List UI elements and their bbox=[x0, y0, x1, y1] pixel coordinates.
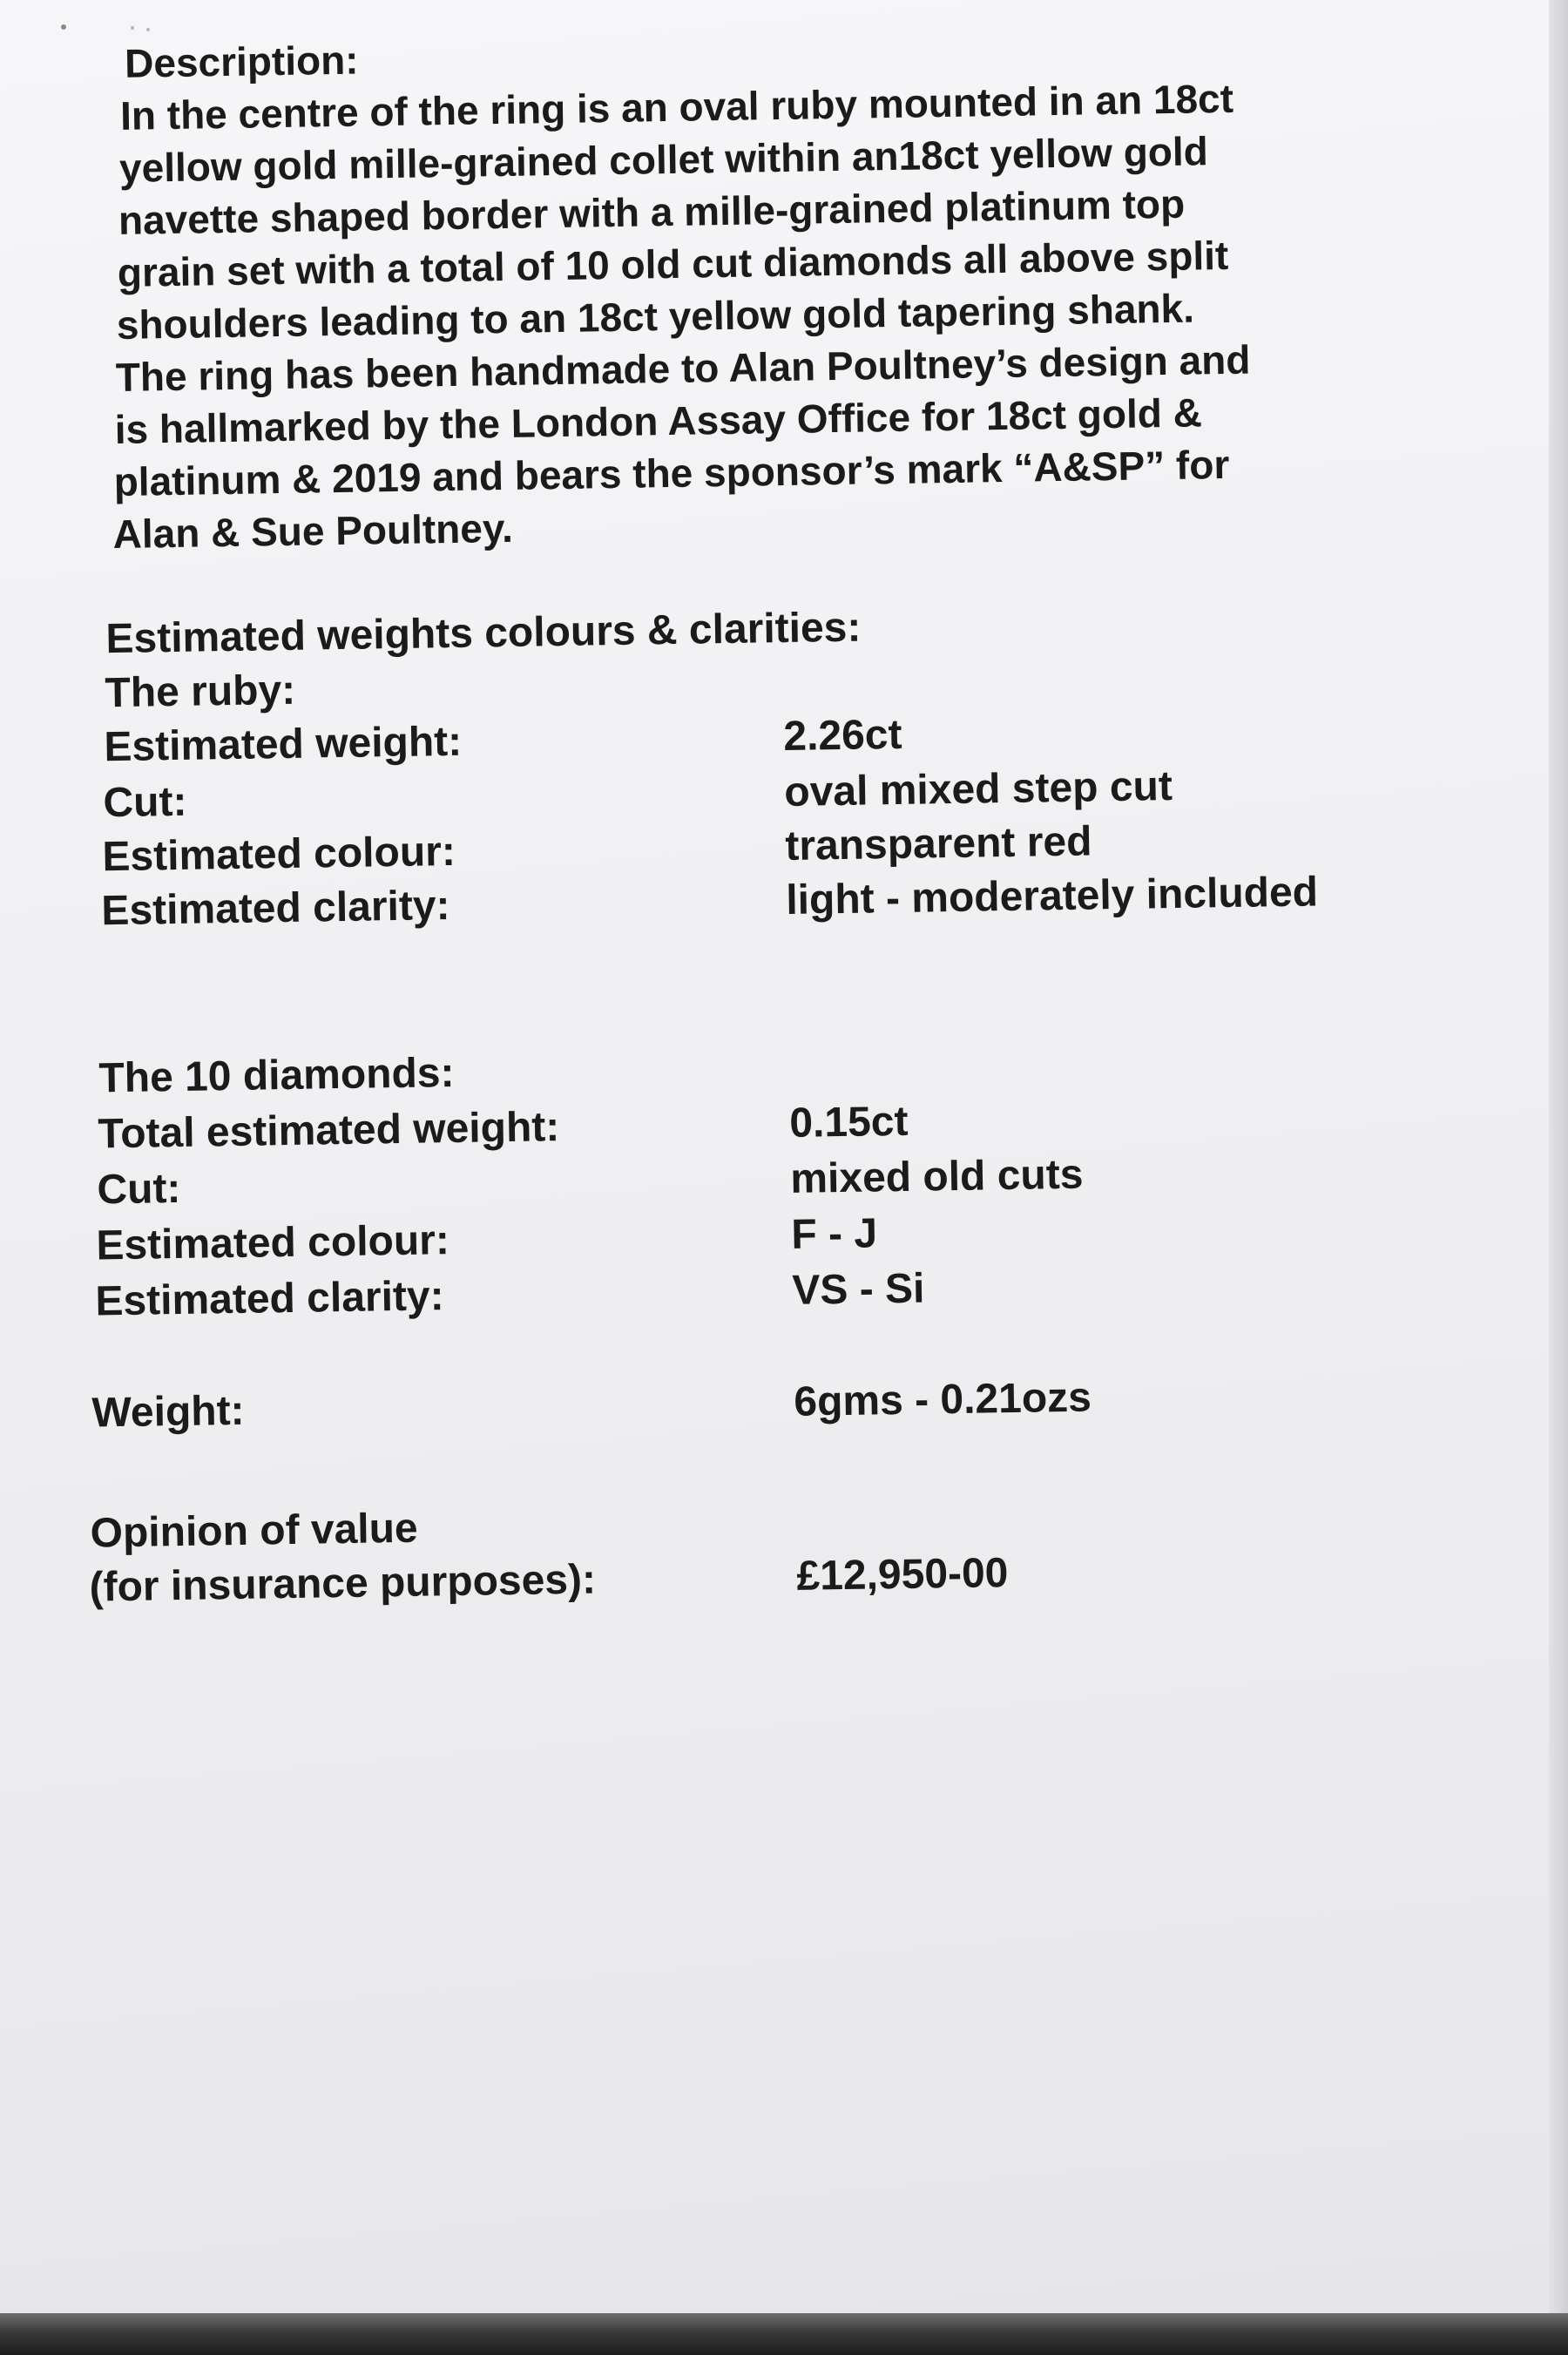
valuation-value: £12,950-00 bbox=[796, 1550, 1009, 1600]
weight-label: Weight: bbox=[91, 1387, 245, 1437]
description-line: is hallmarked by the London Assay Office for 18ct gold & bbox=[114, 389, 1203, 452]
ruby-colour-value: transparent red bbox=[784, 818, 1092, 870]
ruby-heading: The ruby: bbox=[105, 667, 296, 717]
diamonds-clarity-label: Estimated clarity: bbox=[95, 1273, 445, 1325]
ruby-cut-label: Cut: bbox=[103, 778, 187, 827]
diamonds-weight-value: 0.15ct bbox=[788, 1098, 909, 1147]
valuation-label-line1: Opinion of value bbox=[90, 1505, 419, 1557]
diamonds-colour-label: Estimated colour: bbox=[96, 1217, 450, 1269]
description-heading: Description: bbox=[124, 37, 359, 86]
description-line: navette shaped border with a mille-grained platinum top bbox=[118, 180, 1186, 243]
description-line: yellow gold mille-grained collet within an18ct yellow gold bbox=[118, 128, 1209, 191]
ruby-clarity-value: light - moderately included bbox=[785, 869, 1319, 924]
diamonds-heading: The 10 diamonds: bbox=[98, 1049, 455, 1102]
description-line: shoulders leading to an 18ct yellow gold tapering shank. bbox=[116, 285, 1195, 348]
description-line: The ring has been handmade to Alan Poultney’s design and bbox=[115, 336, 1251, 400]
valuation-label-line2: (for insurance purposes): bbox=[89, 1556, 597, 1611]
diamonds-clarity-value: VS - Si bbox=[791, 1265, 925, 1314]
estimates-heading: Estimated weights colours & clarities: bbox=[105, 604, 862, 663]
diamonds-cut-value: mixed old cuts bbox=[789, 1151, 1084, 1202]
description-line: platinum & 2019 and bears the sponsor’s mark “A&SP” for bbox=[113, 441, 1230, 505]
ruby-weight-label: Estimated weight: bbox=[104, 718, 463, 771]
background-surface bbox=[0, 2313, 1568, 2355]
description-line: grain set with a total of 10 old cut diamonds all above split bbox=[117, 232, 1229, 295]
ruby-weight-value: 2.26ct bbox=[782, 711, 902, 760]
diamonds-colour-value: F - J bbox=[790, 1210, 878, 1258]
ruby-cut-value: oval mixed step cut bbox=[783, 762, 1173, 815]
ruby-colour-label: Estimated colour: bbox=[102, 828, 456, 881]
diamonds-weight-label: Total estimated weight: bbox=[98, 1104, 560, 1158]
diamonds-cut-label: Cut: bbox=[97, 1165, 181, 1214]
weight-value: 6gms - 0.21ozs bbox=[793, 1374, 1092, 1425]
description-line: In the centre of the ring is an oval ruby mounted in an 18ct bbox=[119, 75, 1234, 139]
paper-right-edge bbox=[1549, 0, 1568, 2313]
description-line: Alan & Sue Poultney. bbox=[112, 504, 514, 558]
ruby-clarity-label: Estimated clarity: bbox=[101, 883, 450, 935]
